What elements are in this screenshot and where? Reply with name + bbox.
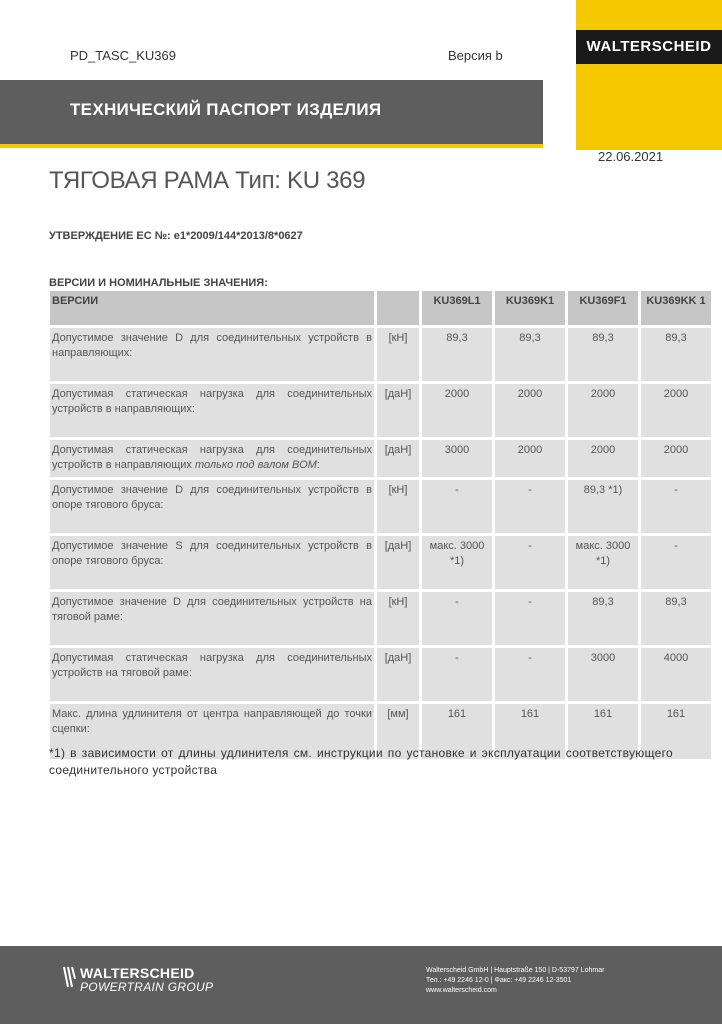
document-version: Версия b [448, 48, 503, 63]
row-value: макс. 3000 *1) [422, 536, 492, 589]
header-param: ВЕРСИИ [50, 291, 374, 325]
header-version: KU369K1 [495, 291, 565, 325]
row-param-text: Допустимая статическая нагрузка для соединительных устройств в направляющих [52, 444, 372, 471]
header-version: KU369L1 [422, 291, 492, 325]
row-value: - [495, 592, 565, 645]
footer-address-line: Walterscheid GmbH | Hauptstraße 150 | D-53797 Lohmar [426, 967, 605, 974]
header-version: KU369F1 [568, 291, 638, 325]
row-value: 4000 [641, 648, 711, 701]
row-value: 2000 [568, 384, 638, 437]
logo-panel [576, 0, 722, 150]
row-value: - [641, 480, 711, 533]
banner-title: ТЕХНИЧЕСКИЙ ПАСПОРТ ИЗДЕЛИЯ [70, 100, 382, 119]
row-param: Допустимая статическая нагрузка для соединительных устройств в направляющих: [50, 384, 374, 437]
table-row [50, 480, 711, 533]
table-row [50, 536, 711, 589]
footer-address [426, 966, 604, 996]
section-title: ВЕРСИИ И НОМИНАЛЬНЫЕ ЗНАЧЕНИЯ: [49, 277, 268, 289]
footer-website-link[interactable]: www.walterscheid.com [426, 987, 497, 994]
row-unit: [мм] [377, 704, 419, 759]
row-value: - [495, 648, 565, 701]
row-value: 3000 [568, 648, 638, 701]
row-value: 2000 [641, 384, 711, 437]
row-param: Допустимое значение D для соединительных устройств в опоре тягового бруса: [50, 480, 374, 533]
document-id: PD_TASC_KU369 [70, 48, 176, 63]
row-value: 2000 [641, 440, 711, 477]
row-value: 2000 [495, 384, 565, 437]
row-param: Макс. длина удлинителя от центра направляющей до точки сцепки: [50, 704, 374, 759]
row-value: 89,3 [422, 328, 492, 381]
table-row [50, 648, 711, 701]
row-param: Допустимое значение S для соединительных устройств в опоре тягового бруса: [50, 536, 374, 589]
row-param: Допустимое значение D для соединительных устройств на тяговой раме: [50, 592, 374, 645]
row-value: - [422, 592, 492, 645]
row-value: 2000 [568, 440, 638, 477]
header-unit [377, 291, 419, 325]
row-param-italic: только под валом ВОМ [194, 459, 317, 471]
row-value: - [495, 536, 565, 589]
row-value: 161 [568, 704, 638, 759]
row-unit: [кН] [377, 480, 419, 533]
row-value: 2000 [495, 440, 565, 477]
table-row [50, 328, 711, 381]
row-value: 2000 [422, 384, 492, 437]
row-param: Допустимое значение D для соединительных устройств в направляющих: [50, 328, 374, 381]
walterscheid-emblem-icon [62, 965, 76, 989]
row-value: 89,3 [568, 592, 638, 645]
row-param [50, 440, 374, 477]
row-unit: [кН] [377, 592, 419, 645]
row-value: 161 [422, 704, 492, 759]
row-value: - [495, 480, 565, 533]
row-param: Допустимая статическая нагрузка для соединительных устройств на тяговой раме: [50, 648, 374, 701]
footer-brand: WALTERSCHEID [80, 965, 195, 981]
row-value: 89,3 [568, 328, 638, 381]
header-version: KU369KK 1 [641, 291, 711, 325]
row-value: - [422, 648, 492, 701]
row-value: 89,3 [641, 592, 711, 645]
row-value: - [422, 480, 492, 533]
row-param-suffix: : [316, 459, 320, 471]
row-unit: [даН] [377, 536, 419, 589]
row-value: 3000 [422, 440, 492, 477]
row-value: 89,3 [495, 328, 565, 381]
row-unit: [даН] [377, 440, 419, 477]
row-unit: [даН] [377, 648, 419, 701]
footer-group: POWERTRAIN GROUP [80, 980, 214, 994]
row-unit: [кН] [377, 328, 419, 381]
specs-table [47, 288, 714, 762]
row-value: 89,3 *1) [568, 480, 638, 533]
footnote: *1) в зависимости от длины удлинителя см. инструкции по установке и эксплуатации соответствующего соединительного устройства [49, 746, 673, 777]
table-row [50, 440, 711, 477]
table-header-row [50, 291, 711, 325]
document-date: 22.06.2021 [598, 149, 664, 164]
row-value: 89,3 [641, 328, 711, 381]
walterscheid-logo: WALTERSCHEID [586, 38, 712, 55]
approval-number: УТВЕРЖДЕНИЕ ЕС №: e1*2009/144*2013/8*0627 [49, 230, 303, 242]
row-unit: [даН] [377, 384, 419, 437]
row-value: 161 [495, 704, 565, 759]
product-title: ТЯГОВАЯ РАМА Тип: KU 369 [49, 167, 366, 194]
footer-address-line: Тел.: +49 2246 12-0 | Факс: +49 2246 12-3501 [426, 977, 572, 984]
row-value: - [641, 536, 711, 589]
row-value: 161 [641, 704, 711, 759]
table-row [50, 384, 711, 437]
table-row [50, 592, 711, 645]
row-value: макс. 3000 *1) [568, 536, 638, 589]
